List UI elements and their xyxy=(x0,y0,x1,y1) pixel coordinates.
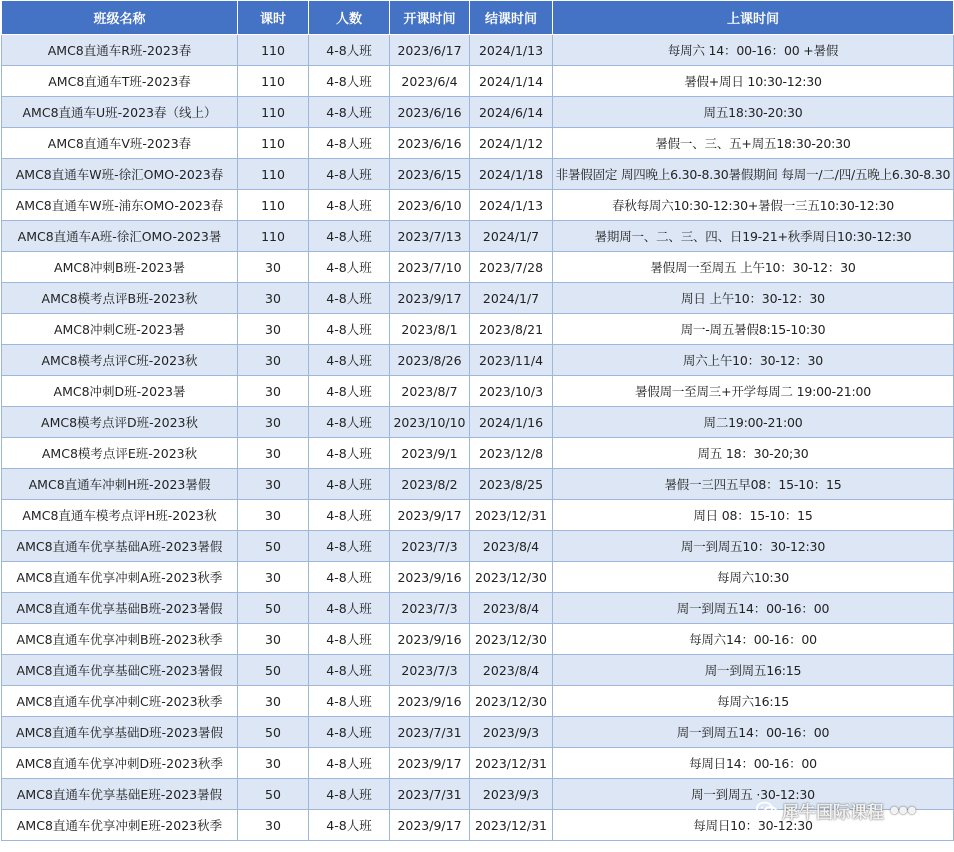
cell-class-size: 4-8人班 xyxy=(309,35,390,66)
cell-start-date: 2023/10/10 xyxy=(390,407,470,438)
cell-class-time: 每周六14：00-16：00 xyxy=(553,624,954,655)
table-row xyxy=(2,221,954,252)
cell-class-size: 4-8人班 xyxy=(309,624,390,655)
cell-start-date: 2023/7/3 xyxy=(390,531,470,562)
cell-hours: 110 xyxy=(238,221,309,252)
cell-hours: 50 xyxy=(238,779,309,810)
cell-class-size: 4-8人班 xyxy=(309,345,390,376)
cell-hours: 50 xyxy=(238,655,309,686)
cell-start-date: 2023/6/16 xyxy=(390,128,470,159)
cell-start-date: 2023/9/17 xyxy=(390,500,470,531)
cell-class-time: 周一-周五暑假8:15-10:30 xyxy=(553,314,954,345)
table-row xyxy=(2,686,954,717)
cell-end-date: 2023/8/4 xyxy=(470,531,553,562)
cell-hours: 50 xyxy=(238,531,309,562)
cell-end-date: 2023/12/31 xyxy=(470,500,553,531)
cell-hours: 30 xyxy=(238,469,309,500)
cell-start-date: 2023/7/13 xyxy=(390,221,470,252)
cell-class-size: 4-8人班 xyxy=(309,376,390,407)
cell-class-size: 4-8人班 xyxy=(309,717,390,748)
cell-hours: 30 xyxy=(238,562,309,593)
cell-end-date: 2024/1/7 xyxy=(470,221,553,252)
cell-class-name: AMC8直通车冲刺H班-2023暑假 xyxy=(2,469,238,500)
cell-start-date: 2023/9/17 xyxy=(390,748,470,779)
cell-class-size: 4-8人班 xyxy=(309,562,390,593)
cell-class-time: 暑假周一至周三+开学每周二 19:00-21:00 xyxy=(553,376,954,407)
table-row xyxy=(2,469,954,500)
table-row xyxy=(2,531,954,562)
cell-class-time: 周一到周五14：00-16：00 xyxy=(553,593,954,624)
cell-class-name: AMC8直通车优享基础E班-2023暑假 xyxy=(2,779,238,810)
cell-end-date: 2024/1/7 xyxy=(470,283,553,314)
cell-end-date: 2023/12/30 xyxy=(470,562,553,593)
cell-start-date: 2023/7/31 xyxy=(390,779,470,810)
cell-start-date: 2023/6/15 xyxy=(390,159,470,190)
header-class-size: 人数 xyxy=(309,1,390,35)
cell-class-size: 4-8人班 xyxy=(309,66,390,97)
cell-class-size: 4-8人班 xyxy=(309,655,390,686)
cell-class-name: AMC8冲刺D班-2023暑 xyxy=(2,376,238,407)
cell-class-name: AMC8直通车优享冲刺B班-2023秋季 xyxy=(2,624,238,655)
cell-class-name: AMC8直通车U班-2023春（线上） xyxy=(2,97,238,128)
header-start-date: 开课时间 xyxy=(390,1,470,35)
cell-end-date: 2024/6/14 xyxy=(470,97,553,128)
cell-start-date: 2023/8/1 xyxy=(390,314,470,345)
cell-class-time: 周六上午10：30-12：30 xyxy=(553,345,954,376)
cell-end-date: 2023/11/4 xyxy=(470,345,553,376)
cell-hours: 30 xyxy=(238,376,309,407)
cell-end-date: 2023/10/3 xyxy=(470,376,553,407)
table-row xyxy=(2,190,954,221)
cell-class-name: AMC8直通车优享冲刺D班-2023秋季 xyxy=(2,748,238,779)
cell-class-time: 每周日14：00-16：00 xyxy=(553,748,954,779)
cell-end-date: 2024/1/13 xyxy=(470,35,553,66)
cell-class-size: 4-8人班 xyxy=(309,469,390,500)
cell-start-date: 2023/7/3 xyxy=(390,655,470,686)
cell-end-date: 2023/9/3 xyxy=(470,717,553,748)
table-row xyxy=(2,655,954,686)
cell-class-size: 4-8人班 xyxy=(309,97,390,128)
cell-end-date: 2023/12/30 xyxy=(470,686,553,717)
cell-hours: 30 xyxy=(238,438,309,469)
table-row xyxy=(2,128,954,159)
cell-start-date: 2023/8/2 xyxy=(390,469,470,500)
cell-class-time: 春秋每周六10:30-12:30+暑假一三五10:30-12:30 xyxy=(553,190,954,221)
table-row xyxy=(2,438,954,469)
table-row xyxy=(2,593,954,624)
cell-class-name: AMC8直通车T班-2023春 xyxy=(2,66,238,97)
cell-class-size: 4-8人班 xyxy=(309,593,390,624)
cell-class-time: 周一到周五 ·30-12:30 xyxy=(553,779,954,810)
cell-class-size: 4-8人班 xyxy=(309,314,390,345)
table-row xyxy=(2,748,954,779)
cell-hours: 110 xyxy=(238,128,309,159)
cell-hours: 50 xyxy=(238,717,309,748)
cell-start-date: 2023/6/4 xyxy=(390,66,470,97)
table-row xyxy=(2,779,954,810)
cell-end-date: 2023/8/21 xyxy=(470,314,553,345)
cell-class-name: AMC8直通车模考点评H班-2023秋 xyxy=(2,500,238,531)
cell-class-time: 周一到周五16:15 xyxy=(553,655,954,686)
cell-class-time: 暑假周一至周五 上午10：30-12：30 xyxy=(553,252,954,283)
cell-hours: 50 xyxy=(238,593,309,624)
cell-end-date: 2023/12/31 xyxy=(470,810,553,841)
cell-start-date: 2023/9/1 xyxy=(390,438,470,469)
cell-end-date: 2023/9/3 xyxy=(470,779,553,810)
cell-class-name: AMC8冲刺C班-2023暑 xyxy=(2,314,238,345)
cell-class-name: AMC8直通车V班-2023春 xyxy=(2,128,238,159)
cell-class-name: AMC8直通车优享基础A班-2023暑假 xyxy=(2,531,238,562)
header-hours: 课时 xyxy=(238,1,309,35)
course-schedule-table xyxy=(1,0,954,841)
cell-class-size: 4-8人班 xyxy=(309,686,390,717)
cell-class-time: 每周日10：30-12:30 xyxy=(553,810,954,841)
cell-class-time: 每周六16:15 xyxy=(553,686,954,717)
cell-class-size: 4-8人班 xyxy=(309,252,390,283)
cell-start-date: 2023/9/16 xyxy=(390,686,470,717)
cell-start-date: 2023/8/26 xyxy=(390,345,470,376)
cell-start-date: 2023/6/10 xyxy=(390,190,470,221)
table-row xyxy=(2,407,954,438)
table-row xyxy=(2,562,954,593)
cell-hours: 30 xyxy=(238,283,309,314)
cell-class-time: 周一到周五14：00-16：00 xyxy=(553,717,954,748)
table-row xyxy=(2,345,954,376)
cell-end-date: 2023/12/30 xyxy=(470,624,553,655)
cell-hours: 30 xyxy=(238,810,309,841)
cell-end-date: 2024/1/18 xyxy=(470,159,553,190)
table-row xyxy=(2,283,954,314)
table-row xyxy=(2,35,954,66)
cell-class-size: 4-8人班 xyxy=(309,500,390,531)
cell-class-name: AMC8直通车优享冲刺C班-2023秋季 xyxy=(2,686,238,717)
cell-start-date: 2023/9/17 xyxy=(390,810,470,841)
cell-class-name: AMC8直通车A班-徐汇OMO-2023暑 xyxy=(2,221,238,252)
cell-class-size: 4-8人班 xyxy=(309,221,390,252)
cell-class-size: 4-8人班 xyxy=(309,128,390,159)
cell-class-name: AMC8模考点评E班-2023秋 xyxy=(2,438,238,469)
cell-end-date: 2024/1/16 xyxy=(470,407,553,438)
cell-end-date: 2024/1/12 xyxy=(470,128,553,159)
table-row xyxy=(2,376,954,407)
cell-class-name: AMC8直通车W班-浦东OMO-2023春 xyxy=(2,190,238,221)
cell-end-date: 2023/12/31 xyxy=(470,748,553,779)
cell-hours: 30 xyxy=(238,624,309,655)
cell-end-date: 2024/1/14 xyxy=(470,66,553,97)
cell-class-time: 周日 上午10：30-12：30 xyxy=(553,283,954,314)
table-row xyxy=(2,252,954,283)
cell-class-time: 周二19:00-21:00 xyxy=(553,407,954,438)
cell-class-name: AMC8模考点评B班-2023秋 xyxy=(2,283,238,314)
cell-class-name: AMC8直通车W班-徐汇OMO-2023春 xyxy=(2,159,238,190)
cell-class-time: 每周六 14：00-16：00 +暑假 xyxy=(553,35,954,66)
cell-hours: 110 xyxy=(238,159,309,190)
cell-hours: 110 xyxy=(238,35,309,66)
header-class-time: 上课时间 xyxy=(553,1,954,35)
cell-class-name: AMC8直通车优享冲刺A班-2023秋季 xyxy=(2,562,238,593)
header-end-date: 结课时间 xyxy=(470,1,553,35)
cell-start-date: 2023/7/31 xyxy=(390,717,470,748)
cell-class-size: 4-8人班 xyxy=(309,407,390,438)
cell-end-date: 2024/1/13 xyxy=(470,190,553,221)
table-row xyxy=(2,500,954,531)
cell-class-size: 4-8人班 xyxy=(309,190,390,221)
cell-class-name: AMC8模考点评C班-2023秋 xyxy=(2,345,238,376)
cell-class-size: 4-8人班 xyxy=(309,531,390,562)
cell-class-name: AMC8直通车优享基础B班-2023暑假 xyxy=(2,593,238,624)
cell-hours: 110 xyxy=(238,190,309,221)
cell-start-date: 2023/7/3 xyxy=(390,593,470,624)
cell-end-date: 2023/8/25 xyxy=(470,469,553,500)
cell-end-date: 2023/8/4 xyxy=(470,655,553,686)
cell-start-date: 2023/7/10 xyxy=(390,252,470,283)
cell-class-time: 暑期周一、二、三、四、日19-21+秋季周日10:30-12:30 xyxy=(553,221,954,252)
cell-class-name: AMC8直通车R班-2023春 xyxy=(2,35,238,66)
cell-class-time: 非暑假固定 周四晚上6.30-8.30暑假期间 每周一/二/四/五晚上6.30-8.30 xyxy=(553,159,954,190)
table-row xyxy=(2,159,954,190)
table-row xyxy=(2,810,954,841)
cell-start-date: 2023/9/16 xyxy=(390,562,470,593)
table-row xyxy=(2,717,954,748)
cell-end-date: 2023/7/28 xyxy=(470,252,553,283)
cell-hours: 30 xyxy=(238,314,309,345)
cell-hours: 30 xyxy=(238,252,309,283)
cell-start-date: 2023/8/7 xyxy=(390,376,470,407)
cell-class-name: AMC8直通车优享基础C班-2023暑假 xyxy=(2,655,238,686)
cell-hours: 110 xyxy=(238,66,309,97)
cell-start-date: 2023/6/16 xyxy=(390,97,470,128)
cell-class-size: 4-8人班 xyxy=(309,159,390,190)
cell-class-time: 周五 18：30-20;30 xyxy=(553,438,954,469)
cell-class-name: AMC8直通车优享冲刺E班-2023秋季 xyxy=(2,810,238,841)
cell-start-date: 2023/9/17 xyxy=(390,283,470,314)
cell-hours: 30 xyxy=(238,500,309,531)
cell-start-date: 2023/6/17 xyxy=(390,35,470,66)
cell-class-name: AMC8模考点评D班-2023秋 xyxy=(2,407,238,438)
cell-class-time: 暑假一三四五早08：15-10：15 xyxy=(553,469,954,500)
cell-class-size: 4-8人班 xyxy=(309,748,390,779)
table-body xyxy=(2,35,954,841)
watermark-text: 犀牛国际课程 xyxy=(782,802,884,823)
cell-class-size: 4-8人班 xyxy=(309,438,390,469)
cell-hours: 30 xyxy=(238,686,309,717)
table-header xyxy=(2,1,954,35)
cell-class-name: AMC8冲刺B班-2023暑 xyxy=(2,252,238,283)
cell-end-date: 2023/8/4 xyxy=(470,593,553,624)
table-row xyxy=(2,97,954,128)
cell-class-time: 暑假+周日 10:30-12:30 xyxy=(553,66,954,97)
header-class-name: 班级名称 xyxy=(2,1,238,35)
table-row xyxy=(2,624,954,655)
cell-class-time: 周一到周五10：30-12:30 xyxy=(553,531,954,562)
cell-class-time: 每周六10:30 xyxy=(553,562,954,593)
cell-class-name: AMC8直通车优享基础D班-2023暑假 xyxy=(2,717,238,748)
cell-hours: 30 xyxy=(238,345,309,376)
watermark-dots-icon: ●●● xyxy=(890,804,917,816)
cell-class-time: 暑假一、三、五+周五18:30-20:30 xyxy=(553,128,954,159)
cell-hours: 30 xyxy=(238,407,309,438)
header-row xyxy=(2,1,954,35)
cell-class-size: 4-8人班 xyxy=(309,810,390,841)
cell-end-date: 2023/12/8 xyxy=(470,438,553,469)
table-row xyxy=(2,66,954,97)
cell-hours: 30 xyxy=(238,748,309,779)
cell-hours: 110 xyxy=(238,97,309,128)
cell-class-size: 4-8人班 xyxy=(309,779,390,810)
table-row xyxy=(2,314,954,345)
cell-class-size: 4-8人班 xyxy=(309,283,390,314)
cell-class-time: 周五18:30-20:30 xyxy=(553,97,954,128)
cell-class-time: 周日 08：15-10：15 xyxy=(553,500,954,531)
cell-start-date: 2023/9/16 xyxy=(390,624,470,655)
